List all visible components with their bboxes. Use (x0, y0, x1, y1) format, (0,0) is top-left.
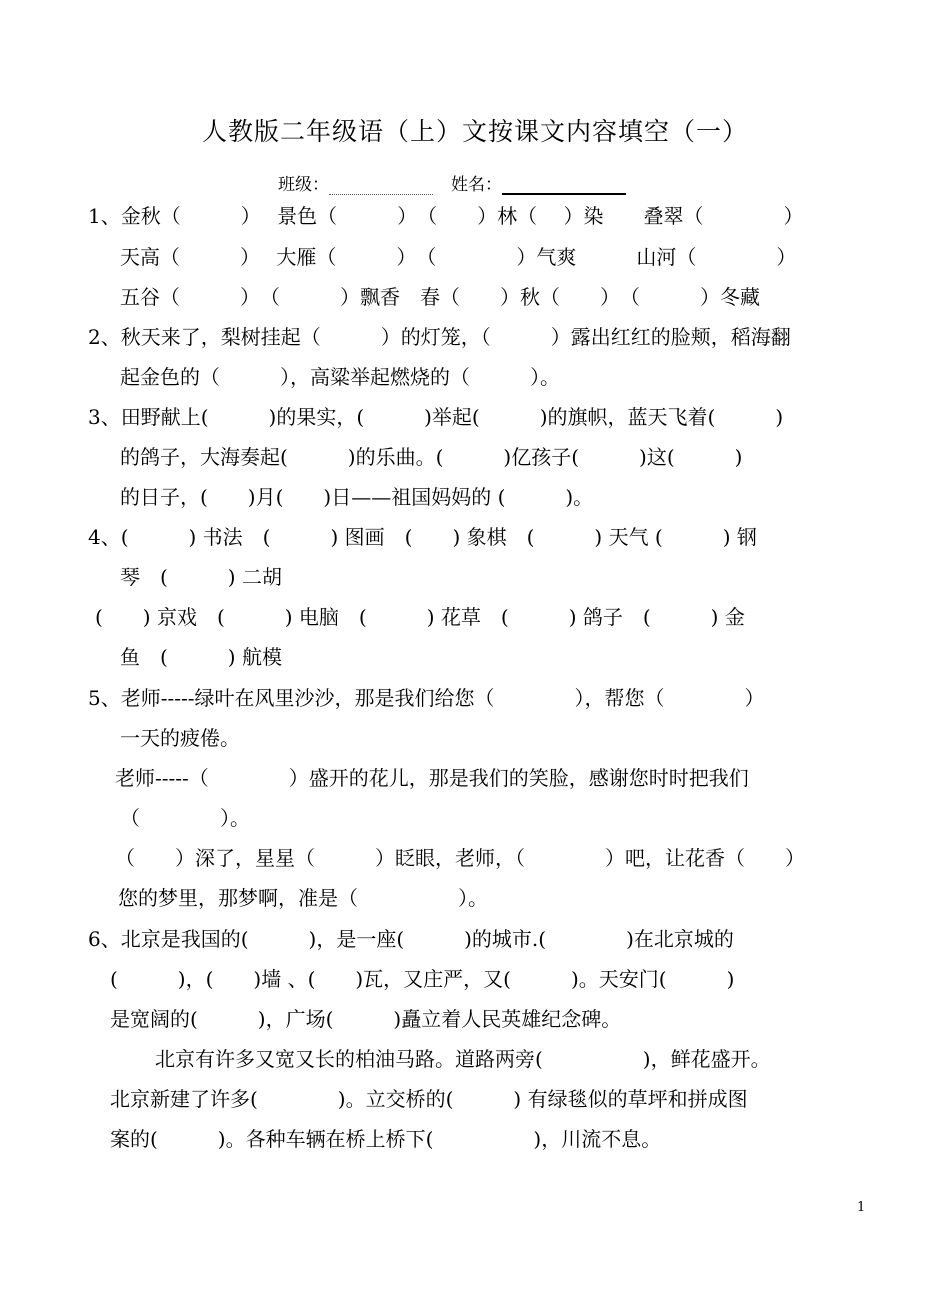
page-number: 1 (857, 1200, 866, 1215)
exercise-line: 天高（ ） 大雁（ ） （ ）气爽 山河（ ） (120, 245, 797, 269)
exercise-line: 北京新建了许多( )。立交桥的( ) 有绿毯似的草坪和拼成图 (110, 1087, 748, 1111)
exercise-line: 起金色的（ ），高粱举起燃烧的（ ）。 (120, 365, 560, 389)
exercise-line: 3、田野献上( )的果实，( )举起( )的旗帜，蓝天飞着( ) (88, 405, 784, 429)
class-blank[interactable] (329, 180, 433, 195)
exercise-line: 的日子，( )月( )日——祖国妈妈的 ( )。 (120, 485, 594, 509)
exercise-line: 北京有许多又宽又长的柏油马路。道路两旁( )，鲜花盛开。 (155, 1047, 771, 1071)
exercise-line: 1、金秋（ ） 景色（ ） （ ）林（ ）染 叠翠（ ） (88, 204, 804, 228)
exercise-line: 5、老师-----绿叶在风里沙沙，那是我们给您（ ），帮您（ ） (88, 686, 765, 710)
exercise-line: 您的梦里，那梦啊，准是（ ）。 (118, 886, 488, 910)
exercise-line: 2、秋天来了，梨树挂起（ ）的灯笼，（ ）露出红红的脸颊，稻海翻 (88, 325, 791, 349)
exercise-line: 五谷（ ） （ ）飘香 春（ ）秋（ ） （ ）冬藏 (120, 285, 760, 309)
exercise-line: 4、( ) 书法 ( ) 图画 ( ) 象棋 ( ) 天气 ( ) 钢 (88, 525, 757, 549)
exercise-line: （ ）。 (120, 806, 250, 830)
page-title: 人教版二年级语（上）文按课文内容填空（一） (201, 117, 748, 146)
exercise-line: 一天的疲倦。 (120, 726, 240, 750)
class-label: 班级： (278, 175, 329, 195)
exercise-line: 老师-----（ ）盛开的花儿，那是我们的笑脸，感谢您时时把我们 (115, 766, 749, 790)
exercise-line: 的鸽子，大海奏起( )的乐曲。( )亿孩子( )这( ) (120, 445, 743, 469)
exercise-line: 6、北京是我国的( )，是一座( )的城市.( )在北京城的 (88, 927, 734, 951)
exercise-line: ( ) 京戏 ( ) 电脑 ( ) 花草 ( ) 鸽子 ( ) 金 (95, 605, 745, 629)
exercise-line: ( )，( )墙 、( )瓦，又庄严，又( )。天安门( ) (110, 967, 735, 991)
exercise-line: 案的( )。各种车辆在桥上桥下( )，川流不息。 (110, 1127, 662, 1151)
name-row (278, 170, 626, 195)
exercise-line: 鱼 ( ) 航模 (120, 645, 282, 669)
exercise-line: 琴 ( ) 二胡 (120, 565, 282, 589)
exercise-line: （ ）深了，星星（ ）眨眼，老师，（ ）吧，让花香（ ） (115, 846, 805, 870)
name-blank[interactable] (502, 179, 626, 195)
name-label: 姓名： (451, 175, 502, 195)
exercise-line: 是宽阔的( )，广场( )矗立着人民英雄纪念碑。 (110, 1007, 622, 1031)
